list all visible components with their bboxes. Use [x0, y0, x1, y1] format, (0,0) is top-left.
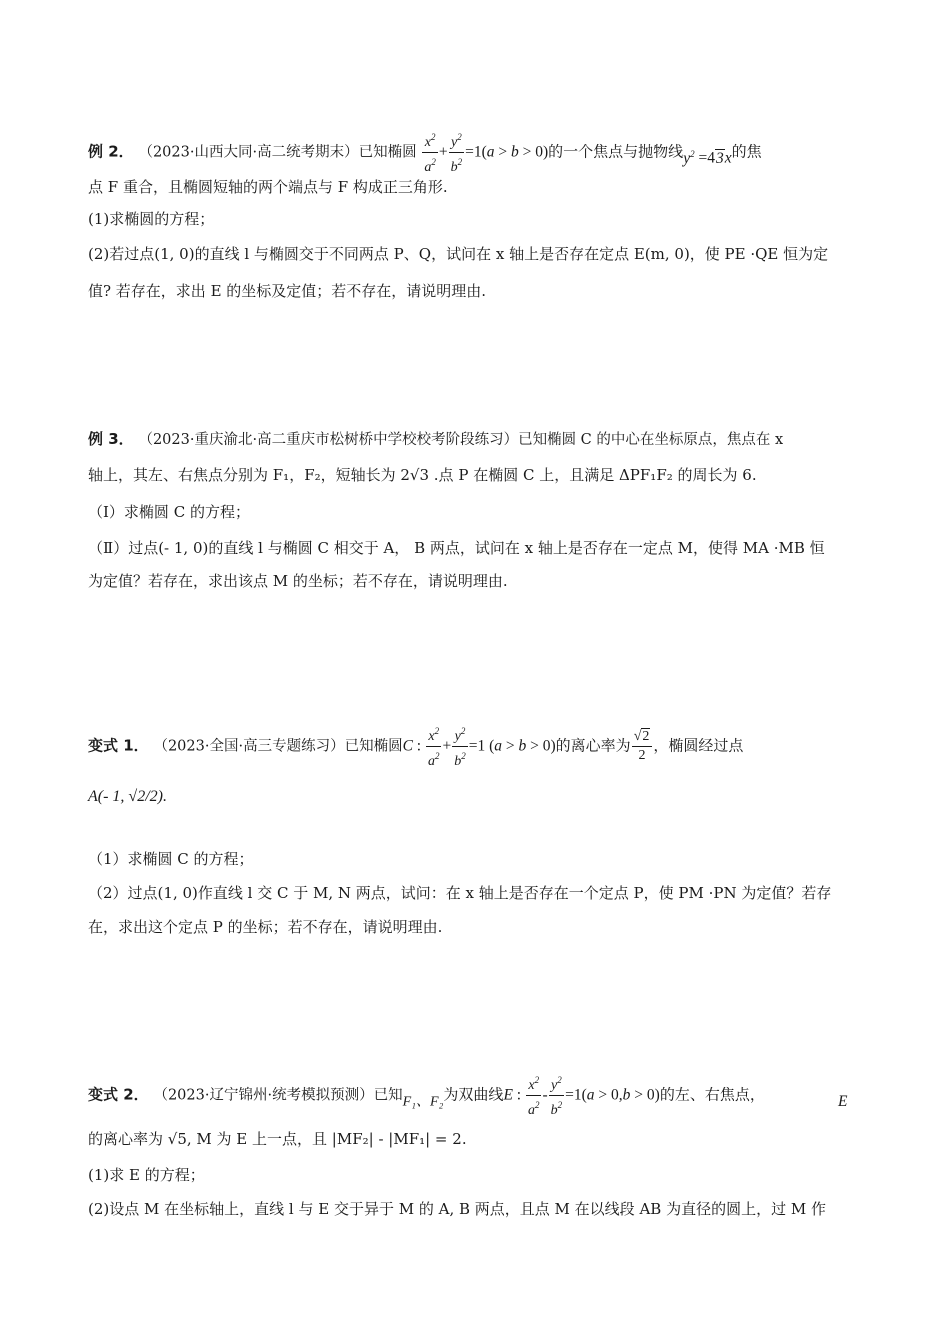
var1-source: （2023·全国·高三专题练习）已知椭圆 [153, 738, 403, 755]
var2-line1: 变式 2． （2023·辽宁锦州·统考模拟预测）已知F₁、F₂为双曲线E : $\frac{x^2}{a^2}$ - $\frac{y^2}{b^2}$ =1(a > 0,b > 0)的左、右焦点， E [88, 1071, 868, 1120]
var2-label: 变式 2． [88, 1085, 149, 1104]
ex2-q2a: (2)若过点(1, 0)的直线 l 与椭圆交于不同两点 P、Q，试问在 x 轴上是否存在定点 E(m, 0)，使 PE ·QE 恒为定 [88, 245, 829, 263]
ex2-after-parab: 的焦 [731, 142, 762, 161]
var1-q2a: （2）过点(1, 0)作直线 l 交 C 于 M, N 两点，试问：在 x 轴上是否存在一个定点 P，使 PM ·PN 为定值？若存 [88, 884, 832, 902]
var1-q1: （1）求椭圆 C 的方程； [88, 850, 254, 868]
ex2-q1: (1)求椭圆的方程； [88, 210, 215, 228]
var2-source: （2023·辽宁锦州·统考模拟预测）已知 [153, 1087, 403, 1104]
ex3-q2b: 为定值？若存在，求出该点 M 的坐标；若不存在，请说明理由. [88, 572, 508, 590]
var2-frac-y: $\frac{y^2}{b^2}$ [549, 1071, 565, 1120]
ex2-label: 例 2． [88, 142, 134, 161]
var2-q2: (2)设点 M 在坐标轴上，直线 l 与 E 交于异于 M 的 A, B 两点，且点 M 在以线段 AB 为直径的圆上，过 M 作 [88, 1200, 826, 1218]
ex2-line1: 例 2． （2023·山西大同·高二统考期末）已知椭圆 $\frac{x^2}{a^2}$ + $\frac{y^2}{b^2}$ =1(a > b > 0)的一个焦点与抛物线$y^2 =43x$的焦 [88, 128, 868, 177]
var1-frac-x: $\frac{x^2}{a^2}$ [426, 722, 442, 771]
var2-foci: F₁、F₂ [402, 1094, 444, 1110]
var1-point-text: A(- 1, √2/2). [88, 788, 167, 805]
ex2-frac-x: $\frac{x^2}{a^2}$ [422, 128, 438, 177]
ex2-after-eq: 的一个焦点与抛物线 [548, 142, 684, 161]
var1-ecc: $\frac{√2}{2}$ [632, 728, 653, 765]
var1-q2b: 在，求出这个定点 P 的坐标；若不存在，请说明理由. [88, 918, 443, 936]
ex3-q1: （I）求椭圆 C 的方程； [88, 503, 250, 521]
var1-label: 变式 1． [88, 736, 149, 755]
ex3-l2: 轴上，其左、右焦点分别为 F₁，F₂，短轴长为 2√3 .点 P 在椭圆 C 上，且满足 ΔPF₁F₂ 的周长为 6. [88, 466, 757, 484]
ex2-frac-y: $\frac{y^2}{b^2}$ [449, 128, 465, 177]
var2-l2: 的离心率为 √5, M 为 E 上一点，且 |MF₂| - |MF₁| = 2. [88, 1130, 467, 1148]
ex3-line1 [88, 428, 868, 451]
ex3-label: 例 3． [88, 430, 134, 448]
var2-e-label: E [838, 1093, 848, 1110]
var2-mid: 为双曲线 [443, 1085, 504, 1104]
var1-frac-y: $\frac{y^2}{b^2}$ [452, 722, 468, 771]
var1-mid: 的离心率为 [555, 736, 631, 755]
ex3-l1: （2023·重庆渝北·高二重庆市松树桥中学校校考阶段练习）已知椭圆 C 的中心在坐标原点，焦点在 x [138, 432, 784, 448]
var2-q1: (1)求 E 的方程； [88, 1166, 205, 1184]
ex3-q2a: （Ⅱ）过点(- 1, 0)的直线 l 与椭圆 C 相交于 A， B 两点，试问在 x 轴上是否存在一定点 M，使得 MA ·MB 恒 [88, 539, 825, 557]
var1-line1: 变式 1． （2023·全国·高三专题练习）已知椭圆C : $\frac{x^2}{a^2}$ + $\frac{y^2}{b^2}$ =1 (a > b > 0)的离心率为 $\frac{√2}{2}$ ，椭圆经过点 [88, 722, 868, 771]
var2-after-eq: 的左、右焦点， [659, 1085, 765, 1104]
ex2-source: （2023·山西大同·高二统考期末）已知椭圆 [138, 144, 417, 161]
ex2-line2: 点 F 重合，且椭圆短轴的两个端点与 F 构成正三角形. [88, 178, 448, 196]
var1-end: ，椭圆经过点 [653, 736, 744, 755]
var2-frac-x: $\frac{x^2}{a^2}$ [526, 1071, 542, 1120]
var1-point [88, 785, 868, 825]
ex2-q2b: 值? 若存在，求出 E 的坐标及定值；若不存在，请说明理由. [88, 282, 487, 300]
